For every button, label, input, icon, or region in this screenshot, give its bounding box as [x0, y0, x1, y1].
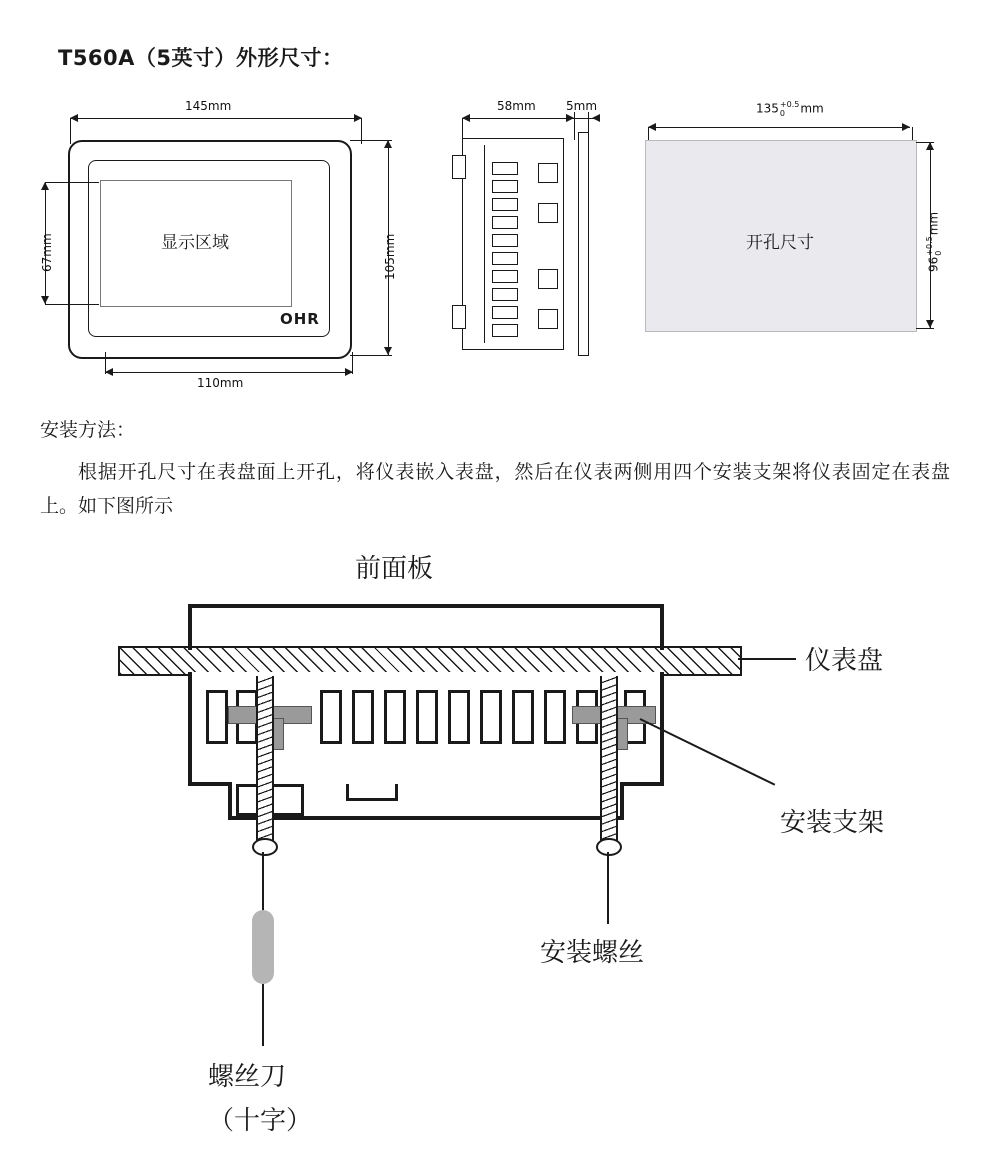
terminal-block — [538, 203, 558, 223]
terminal-slot — [492, 288, 518, 301]
side-mount-tab-bottom — [452, 305, 466, 329]
screw-head-left — [252, 838, 278, 856]
terminal-slot — [492, 324, 518, 337]
dim-depth: 58mm — [497, 99, 536, 113]
arrow-right — [566, 114, 574, 122]
dim-line-width-bottom — [105, 372, 353, 373]
dim-cutout-width-value: 135 — [756, 101, 779, 116]
terminal-block — [538, 309, 558, 329]
arrow-left — [70, 114, 78, 122]
arrow-left — [648, 123, 656, 131]
dim-cutout-height-unit: mm — [926, 211, 941, 236]
screwdriver-handle — [252, 910, 274, 984]
dim-width-top: 145mm — [185, 99, 232, 113]
body-slot — [352, 690, 374, 744]
dim-height-right: 105mm — [383, 233, 397, 280]
terminal-block — [538, 269, 558, 289]
arrow-down — [926, 320, 934, 328]
cutout-label: 开孔尺寸 — [746, 233, 814, 253]
dim-line-width-top — [70, 118, 362, 119]
ext-line — [916, 142, 934, 143]
ext-line — [45, 182, 99, 183]
body-slot — [512, 690, 534, 744]
terminal-block — [538, 163, 558, 183]
side-bezel-face — [578, 132, 589, 356]
install-body-text: 根据开孔尺寸在表盘面上开孔，将仪表嵌入表盘，然后在仪表两侧用四个安装支架将仪表固定在表盘上。如下图所示 — [40, 461, 950, 517]
body-slot — [480, 690, 502, 744]
side-mount-tab-top — [452, 155, 466, 179]
ext-line — [350, 140, 392, 141]
screw-leader-line — [607, 852, 609, 924]
front-panel-shape — [188, 604, 664, 650]
arrow-up — [926, 142, 934, 150]
dim-width-bottom: 110mm — [197, 376, 244, 390]
meter-panel-label: 仪表盘 — [805, 646, 884, 676]
body-slot — [384, 690, 406, 744]
instrument-rear-notch — [346, 784, 398, 801]
dim-line-cutout-width — [648, 127, 910, 128]
meter-panel-label-leader — [738, 658, 796, 660]
ext-line — [574, 112, 575, 140]
screwdriver-label-line2: （十字） — [208, 1106, 313, 1136]
screwdriver-label-line1: 螺丝刀 — [208, 1062, 287, 1092]
arrow-down — [41, 296, 49, 304]
screw-label: 安装螺丝 — [540, 938, 645, 968]
dim-line-depth — [462, 118, 574, 119]
screwdriver-shaft — [262, 852, 264, 914]
dim-cutout-width-tol-down: 0 — [779, 109, 785, 118]
terminal-slot — [492, 270, 518, 283]
mounting-screw-left — [256, 676, 274, 842]
page-title: T560A（5英寸）外形尺寸： — [58, 46, 344, 70]
dim-cutout-width-tol-up: +0.5 — [779, 100, 800, 109]
arrow-up — [41, 182, 49, 190]
screwdriver-label — [208, 1055, 312, 1143]
terminal-slot — [492, 180, 518, 193]
ext-line — [45, 304, 99, 305]
dim-cutout-height-value: 96 — [926, 256, 941, 272]
terminal-slot — [492, 198, 518, 211]
ext-line — [70, 118, 71, 144]
arrow-left — [592, 114, 600, 122]
arrow-down — [384, 347, 392, 355]
body-slot — [544, 690, 566, 744]
dim-bezel: 5mm — [566, 99, 598, 113]
body-slot — [448, 690, 470, 744]
ohr-logo: OHR — [280, 310, 320, 328]
arrow-right — [902, 123, 910, 131]
body-slot — [320, 690, 342, 744]
ext-line — [916, 328, 934, 329]
ext-line — [352, 352, 353, 374]
ext-line — [105, 352, 106, 374]
ext-line — [350, 355, 392, 356]
dim-cutout-height-tol-down: 0 — [934, 250, 943, 256]
terminal-slot — [492, 252, 518, 265]
screwdriver-leader-line — [262, 984, 264, 1046]
dim-cutout-height — [925, 212, 943, 272]
body-slot — [416, 690, 438, 744]
arrow-up — [384, 140, 392, 148]
arrow-left — [462, 114, 470, 122]
terminal-slot — [492, 216, 518, 229]
display-area-label: 显示区域 — [161, 233, 229, 253]
dim-cutout-width-unit: mm — [800, 101, 824, 116]
dim-height-left: 67mm — [40, 233, 54, 272]
body-slot — [206, 690, 228, 744]
install-heading: 安装方法： — [40, 419, 136, 441]
front-panel-label: 前面板 — [355, 554, 434, 584]
terminal-slot — [492, 306, 518, 319]
terminal-slot — [492, 162, 518, 175]
arrow-left — [105, 368, 113, 376]
terminal-slot — [492, 234, 518, 247]
mounting-screw-right — [600, 676, 618, 842]
dim-cutout-height-tol-up: +0.5 — [925, 236, 934, 256]
screw-head-right — [596, 838, 622, 856]
ext-line — [462, 118, 463, 140]
side-inner-edge — [484, 145, 485, 343]
bracket-label: 安装支架 — [780, 808, 885, 838]
dim-cutout-width — [756, 100, 824, 118]
